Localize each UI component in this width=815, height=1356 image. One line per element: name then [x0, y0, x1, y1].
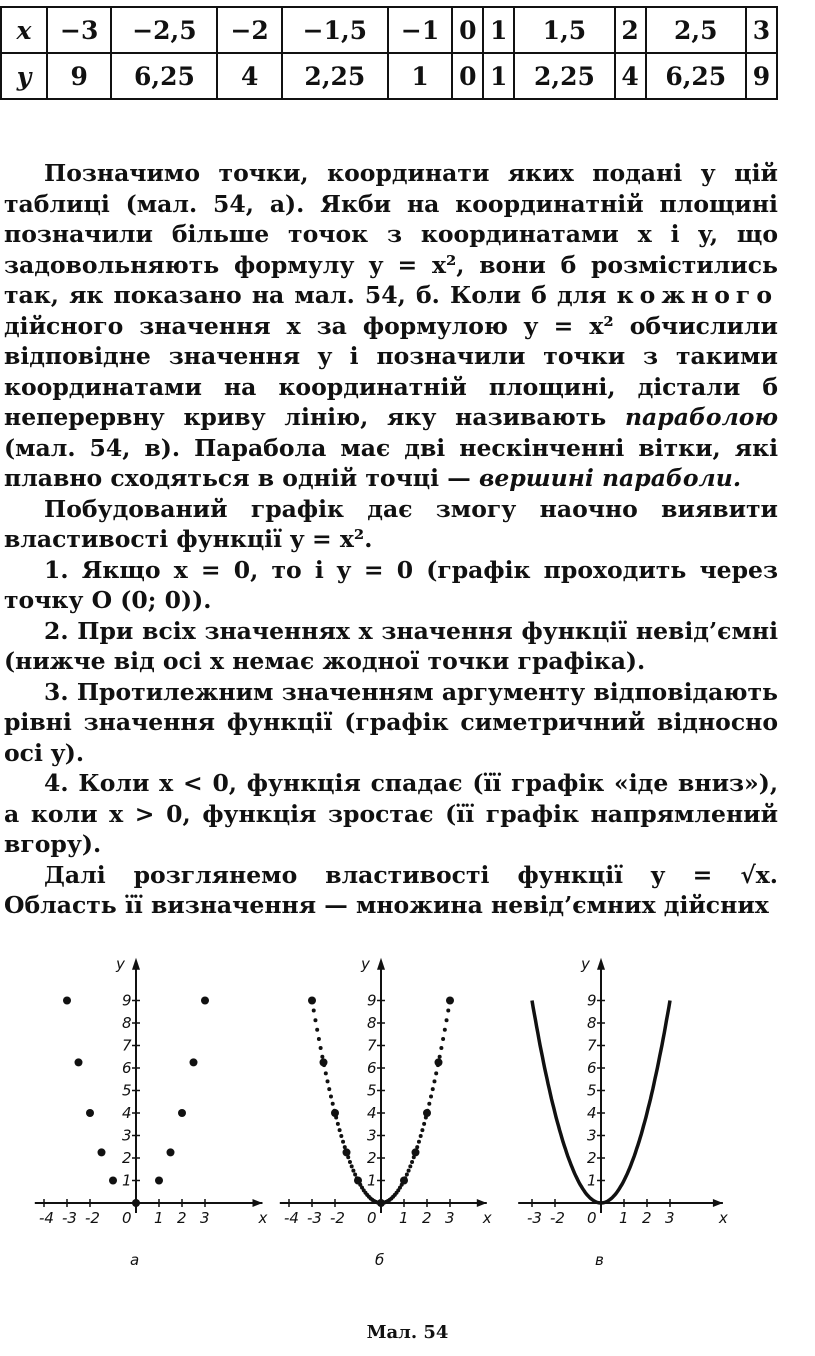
curve-dot: [338, 1128, 342, 1132]
x-cell: 2,5: [646, 7, 746, 53]
curve-dot: [410, 1160, 414, 1164]
property-2: 2. При всіх значеннях x значення функції невід’ємні (нижче від осі x немає жодної точки графіка).: [4, 616, 778, 675]
curve-dot: [351, 1169, 355, 1173]
curve-dot: [329, 1095, 333, 1099]
data-point: [98, 1148, 106, 1156]
data-point: [331, 1109, 339, 1117]
x-tick-label: 3: [665, 1209, 675, 1227]
curve-dot: [313, 1018, 317, 1022]
x-cell: 2: [615, 7, 646, 53]
curve-dot: [432, 1079, 436, 1083]
curve-dot: [420, 1128, 424, 1132]
x-axis-arrow: [253, 1199, 263, 1207]
x-tick-label: 1: [619, 1209, 629, 1227]
data-point: [190, 1058, 198, 1066]
x-tick-label: 2: [177, 1209, 187, 1227]
x-tick-label: -2: [550, 1209, 565, 1227]
y-cell: 9: [746, 53, 777, 99]
y-tick-label: 7: [367, 1036, 377, 1055]
data-point: [423, 1109, 431, 1117]
curve-dot: [438, 1055, 442, 1059]
y-tick-label: 3: [587, 1126, 597, 1145]
curve-dot: [348, 1160, 352, 1164]
data-point: [155, 1177, 163, 1185]
data-point: [354, 1177, 362, 1185]
data-point: [86, 1109, 94, 1117]
y-tick-label: 8: [587, 1014, 597, 1032]
y-tick-label: 5: [587, 1081, 597, 1100]
x-cell: 3: [746, 7, 777, 53]
y-tick-label: 7: [587, 1036, 597, 1055]
y-tick-label: 9: [122, 991, 132, 1010]
x-tick-label: -4: [39, 1209, 54, 1227]
paragraph-intro: [4, 158, 778, 494]
figure-54: [0, 940, 815, 1270]
y-axis-label: y: [581, 955, 590, 973]
origin-label: 0: [367, 1209, 377, 1227]
data-point: [109, 1177, 117, 1185]
y-tick-label: 9: [587, 991, 597, 1010]
origin-label: 0: [122, 1209, 132, 1227]
y-cell: 2,25: [514, 53, 614, 99]
curve-dot: [315, 1028, 319, 1032]
y-tick-label: 1: [587, 1171, 597, 1190]
curve-dot: [353, 1173, 357, 1177]
plot-c: [518, 955, 728, 1269]
curve-dot: [422, 1122, 426, 1126]
x-tick-label: 1: [154, 1209, 164, 1227]
data-point: [446, 997, 454, 1005]
x-cell: 0: [452, 7, 483, 53]
text-run: Позначимо точки, координати яких подані у цій таблиці (мал. 54, а). Якби на координатній площині позначили більше точок з координатами x і y, що задовольняють формулу y = x², вони б розмістились так, як показано на мал. 54, б. Коли б для: [4, 159, 778, 309]
y-tick-label: 1: [367, 1171, 377, 1190]
data-point: [167, 1148, 175, 1156]
curve-dot: [431, 1087, 435, 1091]
x-tick-label: -3: [307, 1209, 322, 1227]
y-cell: 0: [452, 53, 483, 99]
x-tick-label: -4: [284, 1209, 299, 1227]
x-cell: 1,5: [514, 7, 614, 53]
x-cell: −2: [217, 7, 281, 53]
y-cell: 4: [615, 53, 646, 99]
x-cell: −3: [47, 7, 111, 53]
curve-dot: [446, 1008, 450, 1012]
y-axis-label: y: [116, 955, 125, 973]
body-text: [4, 158, 778, 921]
y-axis-arrow: [132, 958, 140, 970]
subfigure-label: в: [595, 1251, 604, 1269]
subfigure-label: б: [375, 1251, 385, 1269]
x-tick-label: 3: [445, 1209, 455, 1227]
curve-dot: [312, 1008, 316, 1012]
curve-dot: [408, 1164, 412, 1168]
x-axis-arrow: [713, 1199, 723, 1207]
y-tick-label: 4: [587, 1104, 597, 1122]
x-cell: −1: [388, 7, 452, 53]
subfigure-label: а: [130, 1251, 140, 1269]
curve-dot: [443, 1028, 447, 1032]
y-tick-label: 5: [367, 1081, 377, 1100]
x-axis-label: x: [258, 1209, 268, 1227]
curve-dot: [331, 1102, 335, 1106]
property-3: 3. Протилежним значенням аргументу відповідають рівні значення функції (графік симетричний відносно осі y).: [4, 677, 778, 767]
curve-dot: [339, 1134, 343, 1138]
text-run: дійсного значення x за формулою y = x² обчислили відповідне значення y і позначили точки з такими координатами на координатній площині, дістали б неперервну криву лінію, яку називають: [4, 311, 778, 431]
data-point: [132, 1199, 140, 1207]
curve-dot: [327, 1087, 331, 1091]
data-point: [412, 1148, 420, 1156]
y-tick-label: 2: [367, 1149, 377, 1167]
data-point: [63, 997, 71, 1005]
y-axis-label: y: [361, 955, 370, 973]
table-row-x: [1, 7, 777, 53]
y-cell: 4: [217, 53, 281, 99]
y-tick-label: 2: [122, 1149, 132, 1167]
data-point: [308, 997, 316, 1005]
x-tick-label: -2: [330, 1209, 345, 1227]
x-tick-label: 1: [399, 1209, 409, 1227]
curve-dot: [429, 1095, 433, 1099]
x-tick-label: 2: [642, 1209, 652, 1227]
data-point: [201, 997, 209, 1005]
x-tick-label: -2: [85, 1209, 100, 1227]
y-tick-label: 6: [367, 1059, 377, 1077]
curve-dot: [427, 1102, 431, 1106]
y-tick-label: 7: [122, 1036, 132, 1055]
y-tick-label: 4: [367, 1104, 377, 1122]
property-1: 1. Якщо x = 0, то і y = 0 (графік проходить через точку O (0; 0)).: [4, 555, 778, 614]
y-cell: 2,25: [282, 53, 388, 99]
y-tick-label: 4: [122, 1104, 132, 1122]
y-axis-arrow: [597, 958, 605, 970]
y-axis-arrow: [377, 958, 385, 970]
y-tick-label: 2: [587, 1149, 597, 1167]
x-tick-label: -3: [527, 1209, 542, 1227]
y-tick-label: 6: [587, 1059, 597, 1077]
data-point: [343, 1148, 351, 1156]
spaced-word: кожного: [616, 281, 778, 309]
curve-dot: [324, 1071, 328, 1075]
plot-a: [35, 955, 268, 1269]
x-tick-label: 2: [422, 1209, 432, 1227]
curve-dot: [407, 1169, 411, 1173]
y-tick-label: 8: [122, 1014, 132, 1032]
data-point: [75, 1058, 83, 1066]
curve-dot: [405, 1173, 409, 1177]
property-4: 4. Коли x < 0, функція спадає (її графік «іде вниз»), а коли x > 0, функція зростає (її графік напрямлений вгору).: [4, 769, 778, 858]
text-run: (мал. 54, в). Парабола має дві нескінченні вітки, які плавно сходяться в одній точці —: [4, 433, 778, 492]
x-axis-label: x: [482, 1209, 492, 1227]
plot-b: [280, 955, 492, 1269]
y-tick-label: 9: [367, 991, 377, 1010]
x-tick-label: 3: [200, 1209, 210, 1227]
curve-dot: [441, 1037, 445, 1041]
y-cell: 6,25: [646, 53, 746, 99]
curve-dot: [434, 1071, 438, 1075]
origin-label: 0: [587, 1209, 597, 1227]
curve-dot: [317, 1037, 321, 1041]
figure-caption: Мал. 54: [366, 1322, 449, 1343]
y-tick-label: 1: [122, 1171, 132, 1190]
paragraph-properties-intro: Побудований графік дає змогу наочно виявити властивості функції y = x².: [4, 494, 778, 553]
term-vertex: вершині параболи.: [478, 464, 742, 492]
data-point: [320, 1058, 328, 1066]
y-tick-label: 8: [367, 1014, 377, 1032]
curve-dot: [419, 1134, 423, 1138]
x-cell: −1,5: [282, 7, 388, 53]
curve-dot: [336, 1122, 340, 1126]
y-cell: 1: [388, 53, 452, 99]
paragraph-sqrt: Далі розглянемо властивості функції y = √x. Область її визначення — множина невід’ємних дійсних: [4, 860, 778, 919]
y-cell: 6,25: [111, 53, 217, 99]
y-header: y: [1, 53, 47, 99]
curve-dot: [445, 1018, 449, 1022]
y-tick-label: 5: [122, 1081, 132, 1100]
data-point: [377, 1199, 385, 1207]
y-tick-label: 3: [367, 1126, 377, 1145]
curve-dot: [417, 1140, 421, 1144]
x-header: x: [1, 7, 47, 53]
x-axis-arrow: [477, 1199, 487, 1207]
x-axis-label: x: [718, 1209, 728, 1227]
data-point: [400, 1177, 408, 1185]
values-table: [0, 6, 778, 100]
curve-dot: [439, 1046, 443, 1050]
x-cell: −2,5: [111, 7, 217, 53]
data-point: [178, 1109, 186, 1117]
y-tick-label: 3: [122, 1126, 132, 1145]
x-tick-label: -3: [62, 1209, 77, 1227]
curve-dot: [319, 1046, 323, 1050]
table-row-y: [1, 53, 777, 99]
y-cell: 9: [47, 53, 111, 99]
curve-dot: [341, 1140, 345, 1144]
term-parabola: параболою: [624, 403, 778, 431]
x-cell: 1: [483, 7, 514, 53]
y-cell: 1: [483, 53, 514, 99]
curve-dot: [350, 1164, 354, 1168]
data-point: [435, 1058, 443, 1066]
curve-dot: [326, 1079, 330, 1083]
y-tick-label: 6: [122, 1059, 132, 1077]
curve-dot: [320, 1055, 324, 1059]
